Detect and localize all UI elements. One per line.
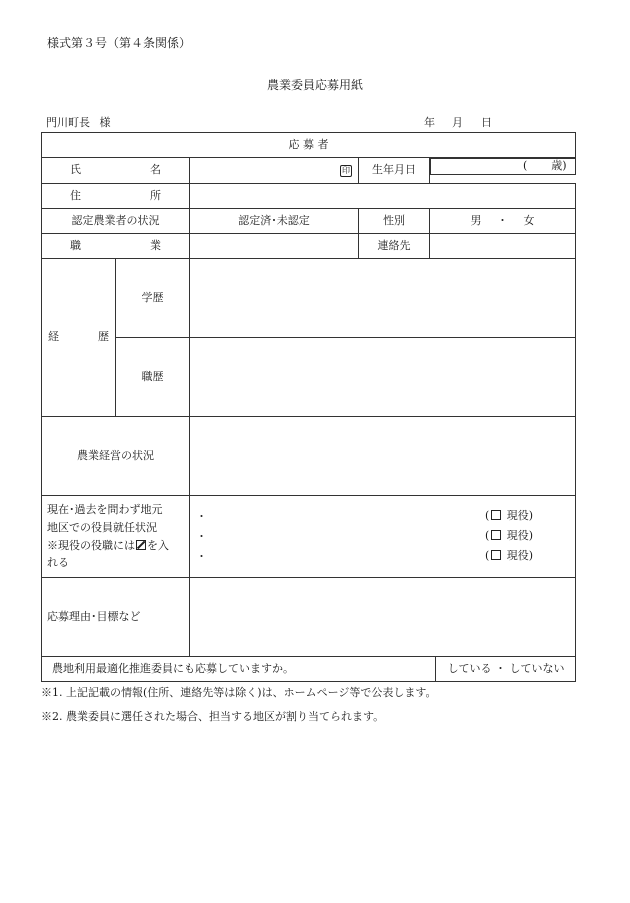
checkbox-icon[interactable] (491, 550, 501, 560)
note-2: ※2. 農業委員に選任された場合、担当する地区が割り当てられます。 (41, 710, 385, 723)
birthdate-field[interactable] (430, 158, 576, 175)
officer-current-open-2: ( (484, 528, 490, 542)
address-label-cell (42, 184, 190, 209)
officer-entries (190, 497, 575, 577)
reason-label: 応募理由･目標など (42, 578, 190, 657)
date-day-label: 日 (481, 116, 492, 129)
officer-current-2[interactable] (485, 529, 533, 544)
checkbox-icon[interactable] (491, 530, 501, 540)
addressee-honorific: 様 (99, 116, 111, 129)
gender-separator: ・ (497, 213, 509, 227)
promotion-question (42, 657, 576, 682)
officer-label-line-3-post: を入 (147, 538, 169, 552)
occupation-label-char-2: 業 (150, 238, 161, 252)
officer-label-line-1: 現在･過去を問わず地元 (47, 503, 163, 517)
officer-current-text-2: 現役) (506, 528, 534, 542)
date-year-label: 年 (424, 116, 435, 129)
officer-bullet-1: ・ (196, 509, 207, 523)
addressee (46, 114, 111, 130)
gender-label: 性別 (359, 209, 430, 234)
name-label-cell (42, 158, 190, 184)
checkbox-icon[interactable] (491, 510, 501, 520)
officer-current-3[interactable] (485, 549, 533, 564)
age-label: 歳) (551, 159, 567, 172)
application-form-table (41, 132, 576, 682)
address-field[interactable] (190, 184, 576, 209)
name-label-char-2: 名 (150, 163, 161, 177)
officer-current-text-3: 現役) (506, 548, 534, 562)
certified-status-options[interactable]: 認定済･未認定 (190, 209, 359, 234)
contact-label: 連絡先 (359, 234, 430, 259)
officer-current-text-1: 現役) (506, 508, 534, 522)
section-title: 応 募 者 (42, 133, 576, 158)
gender-options[interactable] (430, 209, 576, 234)
officer-bullet-3: ・ (196, 549, 207, 563)
name-label-char-1: 氏 (70, 163, 81, 177)
history-label-char-2: 歴 (98, 330, 109, 344)
promotion-question-text: 農地利用最適化推進委員にも応募していますか。 (52, 661, 294, 675)
education-label: 学歴 (116, 259, 190, 338)
contact-field[interactable] (430, 234, 576, 259)
officer-current-open-1: ( (484, 508, 490, 522)
date-month-label: 月 (452, 116, 463, 129)
officer-current-open-3: ( (484, 548, 490, 562)
occupation-label-char-1: 職 (70, 238, 81, 252)
age-open-paren: ( (523, 159, 528, 172)
occupation-field[interactable] (190, 234, 359, 259)
officer-label-line-4: れる (47, 556, 69, 570)
birthdate-label: 生年月日 (359, 158, 430, 184)
form-title: 農業委員応募用紙 (266, 78, 363, 92)
officer-current-1[interactable] (485, 509, 533, 524)
checked-box-icon (136, 540, 146, 550)
farm-status-field[interactable] (190, 417, 576, 496)
form-number: 様式第３号（第４条関係） (47, 36, 192, 50)
address-label-char-1: 住 (70, 188, 81, 202)
officer-status-label (42, 496, 190, 578)
address-label-char-2: 所 (150, 188, 161, 202)
work-history-field[interactable] (190, 338, 576, 417)
promotion-answer-options[interactable]: している ・ していない (435, 657, 576, 681)
gender-male[interactable]: 男 (470, 213, 482, 227)
occupation-label-cell (42, 234, 190, 259)
addressee-name: 門川町長 (46, 116, 90, 129)
officer-label-line-3 (47, 537, 189, 555)
gender-female[interactable]: 女 (523, 213, 535, 227)
farm-status-label: 農業経営の状況 (42, 417, 190, 496)
note-1: ※1. 上記記載の情報(住所、連絡先等は除く)は、ホームページ等で公表します。 (41, 686, 437, 699)
education-field[interactable] (190, 259, 576, 338)
reason-field[interactable] (190, 578, 576, 657)
name-field[interactable] (190, 158, 359, 184)
seal-icon: 印 (342, 166, 350, 176)
work-history-label: 職歴 (116, 338, 190, 417)
history-label-char-1: 経 (48, 330, 59, 344)
officer-bullet-2: ・ (196, 529, 207, 543)
officer-label-line-3-pre: ※現役の役職には (47, 538, 135, 552)
history-label-cell (42, 259, 116, 417)
officer-label-line-2: 地区での役員就任状況 (47, 520, 157, 534)
officer-status-field[interactable] (190, 496, 576, 578)
certified-status-label: 認定農業者の状況 (42, 209, 190, 234)
